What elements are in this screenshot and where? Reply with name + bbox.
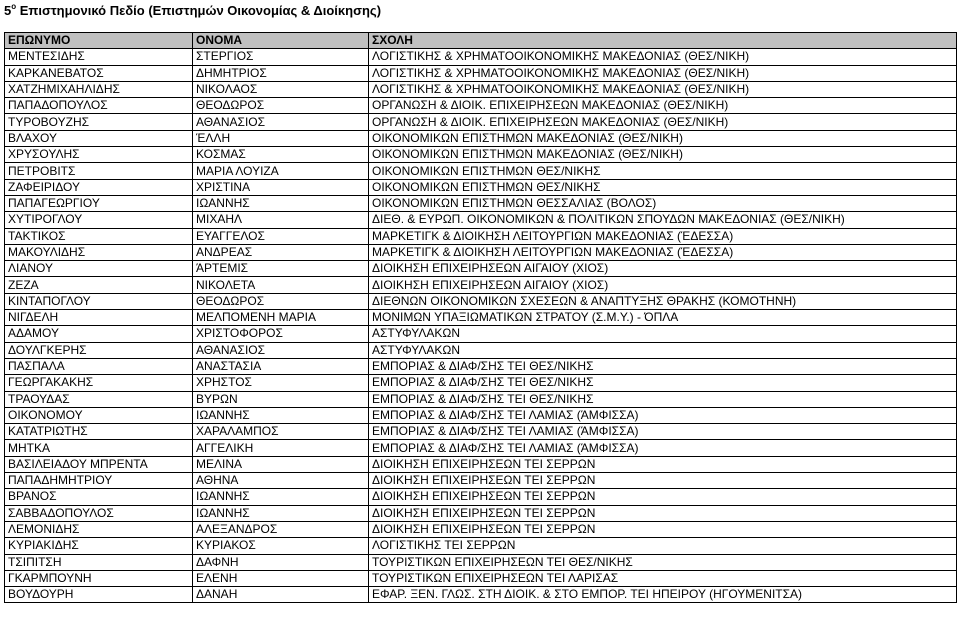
surname-cell: ΠΑΠΑΓΕΩΡΓΙΟΥ — [5, 195, 193, 211]
page-title — [4, 2, 381, 18]
surname-cell: ΜΗΤΚΑ — [5, 440, 193, 456]
school-cell: ΜΟΝΙΜΩΝ ΥΠΑΞΙΩΜΑΤΙΚΩΝ ΣΤΡΑΤΟΥ (Σ.Μ.Υ.) - ΌΠΛΑ — [369, 310, 957, 326]
table-row — [5, 49, 957, 65]
surname-cell: ΜΕΝΤΕΣΙΔΗΣ — [5, 49, 193, 65]
school-cell: ΟΡΓΑΝΩΣΗ & ΔΙΟΙΚ. ΕΠΙΧΕΙΡΗΣΕΩΝ ΜΑΚΕΔΟΝΙΑΣ (ΘΕΣ/ΝΙΚΗ) — [369, 98, 957, 114]
surname-cell: ΧΑΤΖΗΜΙΧΑΗΛΙΔΗΣ — [5, 81, 193, 97]
title-text: Επιστημονικό Πεδίο (Επιστημών Οικονομίας & Διοίκησης) — [16, 3, 382, 18]
surname-cell: ΛΙΑΝΟΥ — [5, 261, 193, 277]
first-name-cell: ΚΟΣΜΑΣ — [193, 147, 369, 163]
table-row — [5, 521, 957, 537]
first-name-cell: ΈΛΛΗ — [193, 130, 369, 146]
first-name-cell: ΆΡΤΕΜΙΣ — [193, 261, 369, 277]
first-name-cell: ΔΑΦΝΗ — [193, 554, 369, 570]
surname-cell: ΠΑΠΑΔΗΜΗΤΡΙΟΥ — [5, 473, 193, 489]
surname-cell: ΤΡΑΟΥΔΑΣ — [5, 391, 193, 407]
surname-cell: ΚΑΡΚΑΝΕΒΑΤΟΣ — [5, 65, 193, 81]
school-cell: ΟΙΚΟΝΟΜΙΚΩΝ ΕΠΙΣΤΗΜΩΝ ΘΕΣΣΑΛΙΑΣ (ΒΟΛΟΣ) — [369, 195, 957, 211]
table-body — [5, 49, 957, 603]
table-row — [5, 407, 957, 423]
school-cell: ΔΙΟΙΚΗΣΗ ΕΠΙΧΕΙΡΗΣΕΩΝ ΤΕΙ ΣΕΡΡΩΝ — [369, 489, 957, 505]
first-name-cell: ΔΑΝΑΗ — [193, 587, 369, 603]
first-name-cell: ΙΩΑΝΝΗΣ — [193, 489, 369, 505]
surname-cell: ΚΥΡΙΑΚΙΔΗΣ — [5, 538, 193, 554]
surname-cell: ΣΑΒΒΑΔΟΠΟΥΛΟΣ — [5, 505, 193, 521]
school-cell: ΔΙΟΙΚΗΣΗ ΕΠΙΧΕΙΡΗΣΕΩΝ ΤΕΙ ΣΕΡΡΩΝ — [369, 521, 957, 537]
table-row — [5, 277, 957, 293]
surname-cell: ΤΥΡΟΒΟΥΖΗΣ — [5, 114, 193, 130]
table-row — [5, 114, 957, 130]
table-row — [5, 554, 957, 570]
table-row — [5, 244, 957, 260]
first-name-cell: ΑΝΑΣΤΑΣΙΑ — [193, 358, 369, 374]
first-name-cell: ΣΤΕΡΓΙΟΣ — [193, 49, 369, 65]
surname-cell: ΒΡΑΝΟΣ — [5, 489, 193, 505]
school-cell: ΤΟΥΡΙΣΤΙΚΩΝ ΕΠΙΧΕΙΡΗΣΕΩΝ ΤΕΙ ΛΑΡΙΣΑΣ — [369, 570, 957, 586]
table-row — [5, 538, 957, 554]
surname-cell: ΧΡΥΣΟΥΛΗΣ — [5, 147, 193, 163]
table-row — [5, 293, 957, 309]
table-row — [5, 326, 957, 342]
first-name-cell: ΙΩΑΝΝΗΣ — [193, 407, 369, 423]
school-cell: ΕΜΠΟΡΙΑΣ & ΔΙΑΦ/ΣΗΣ ΤΕΙ ΘΕΣ/ΝΙΚΗΣ — [369, 391, 957, 407]
surname-cell: ΓΕΩΡΓΑΚΑΚΗΣ — [5, 375, 193, 391]
school-cell: ΔΙΕΘΝΩΝ ΟΙΚΟΝΟΜΙΚΩΝ ΣΧΕΣΕΩΝ & ΑΝΑΠΤΥΞΗΣ ΘΡΑΚΗΣ (ΚΟΜΟΤΗΝΗ) — [369, 293, 957, 309]
first-name-cell: ΑΛΕΞΑΝΔΡΟΣ — [193, 521, 369, 537]
first-name-cell: ΑΓΓΕΛΙΚΗ — [193, 440, 369, 456]
first-name-cell: ΘΕΟΔΩΡΟΣ — [193, 98, 369, 114]
first-name-cell: ΧΡΙΣΤΟΦΟΡΟΣ — [193, 326, 369, 342]
surname-cell: ΠΑΣΠΑΛΑ — [5, 358, 193, 374]
school-cell: ΔΙΟΙΚΗΣΗ ΕΠΙΧΕΙΡΗΣΕΩΝ ΤΕΙ ΣΕΡΡΩΝ — [369, 456, 957, 472]
table-row — [5, 179, 957, 195]
surname-cell: ΠΑΠΑΔΟΠΟΥΛΟΣ — [5, 98, 193, 114]
surname-cell: ΒΛΑΧΟΥ — [5, 130, 193, 146]
first-name-cell: ΔΗΜΗΤΡΙΟΣ — [193, 65, 369, 81]
table-row — [5, 310, 957, 326]
surname-cell: ΛΕΜΟΝΙΔΗΣ — [5, 521, 193, 537]
table-row — [5, 489, 957, 505]
results-table — [4, 32, 957, 603]
school-cell: ΛΟΓΙΣΤΙΚΗΣ & ΧΡΗΜΑΤΟΟΙΚΟΝΟΜΙΚΗΣ ΜΑΚΕΔΟΝΙΑΣ (ΘΕΣ/ΝΙΚΗ) — [369, 65, 957, 81]
table-row — [5, 587, 957, 603]
table-row — [5, 147, 957, 163]
school-cell: ΕΜΠΟΡΙΑΣ & ΔΙΑΦ/ΣΗΣ ΤΕΙ ΘΕΣ/ΝΙΚΗΣ — [369, 375, 957, 391]
school-cell: ΕΜΠΟΡΙΑΣ & ΔΙΑΦ/ΣΗΣ ΤΕΙ ΘΕΣ/ΝΙΚΗΣ — [369, 358, 957, 374]
school-cell: ΔΙΟΙΚΗΣΗ ΕΠΙΧΕΙΡΗΣΕΩΝ ΑΙΓΑΙΟΥ (ΧΙΟΣ) — [369, 261, 957, 277]
school-cell: ΔΙΟΙΚΗΣΗ ΕΠΙΧΕΙΡΗΣΕΩΝ ΤΕΙ ΣΕΡΡΩΝ — [369, 505, 957, 521]
school-cell: ΛΟΓΙΣΤΙΚΗΣ ΤΕΙ ΣΕΡΡΩΝ — [369, 538, 957, 554]
school-cell: ΟΡΓΑΝΩΣΗ & ΔΙΟΙΚ. ΕΠΙΧΕΙΡΗΣΕΩΝ ΜΑΚΕΔΟΝΙΑΣ (ΘΕΣ/ΝΙΚΗ) — [369, 114, 957, 130]
table-row — [5, 505, 957, 521]
table-row — [5, 65, 957, 81]
table-row — [5, 456, 957, 472]
school-cell: ΛΟΓΙΣΤΙΚΗΣ & ΧΡΗΜΑΤΟΟΙΚΟΝΟΜΙΚΗΣ ΜΑΚΕΔΟΝΙΑΣ (ΘΕΣ/ΝΙΚΗ) — [369, 81, 957, 97]
first-name-cell: ΜΕΛΠΟΜΕΝΗ ΜΑΡΙΑ — [193, 310, 369, 326]
title-number: 5 — [4, 3, 12, 18]
table-row — [5, 228, 957, 244]
first-name-cell: ΜΑΡΙΑ ΛΟΥΙΖΑ — [193, 163, 369, 179]
school-cell: ΤΟΥΡΙΣΤΙΚΩΝ ΕΠΙΧΕΙΡΗΣΕΩΝ ΤΕΙ ΘΕΣ/ΝΙΚΗΣ — [369, 554, 957, 570]
header-first-name: ΟΝΟΜΑ — [193, 33, 369, 49]
surname-cell: ΒΑΣΙΛΕΙΑΔΟΥ ΜΠΡΕΝΤΑ — [5, 456, 193, 472]
title-superscript: ο — [11, 2, 17, 11]
surname-cell: ΤΑΚΤΙΚΟΣ — [5, 228, 193, 244]
table-row — [5, 261, 957, 277]
table-row — [5, 195, 957, 211]
header-surname: ΕΠΩΝΥΜΟ — [5, 33, 193, 49]
first-name-cell: ΧΡΗΣΤΟΣ — [193, 375, 369, 391]
first-name-cell: ΝΙΚΟΛΑΟΣ — [193, 81, 369, 97]
surname-cell: ΧΥΤΙΡΟΓΛΟΥ — [5, 212, 193, 228]
first-name-cell: ΙΩΑΝΝΗΣ — [193, 195, 369, 211]
school-cell: ΕΜΠΟΡΙΑΣ & ΔΙΑΦ/ΣΗΣ ΤΕΙ ΛΑΜΙΑΣ (ΆΜΦΙΣΣΑ) — [369, 424, 957, 440]
surname-cell: ΤΣΙΠΙΤΣΗ — [5, 554, 193, 570]
table-row — [5, 163, 957, 179]
table-row — [5, 570, 957, 586]
school-cell: ΕΜΠΟΡΙΑΣ & ΔΙΑΦ/ΣΗΣ ΤΕΙ ΛΑΜΙΑΣ (ΆΜΦΙΣΣΑ) — [369, 407, 957, 423]
school-cell: ΑΣΤΥΦΥΛΑΚΩΝ — [369, 326, 957, 342]
table-row — [5, 358, 957, 374]
school-cell: ΔΙΟΙΚΗΣΗ ΕΠΙΧΕΙΡΗΣΕΩΝ ΑΙΓΑΙΟΥ (ΧΙΟΣ) — [369, 277, 957, 293]
first-name-cell: ΑΘΑΝΑΣΙΟΣ — [193, 114, 369, 130]
table-row — [5, 81, 957, 97]
first-name-cell: ΝΙΚΟΛΕΤΑ — [193, 277, 369, 293]
school-cell: ΟΙΚΟΝΟΜΙΚΩΝ ΕΠΙΣΤΗΜΩΝ ΜΑΚΕΔΟΝΙΑΣ (ΘΕΣ/ΝΙΚΗ) — [369, 130, 957, 146]
surname-cell: ΝΙΓΔΕΛΗ — [5, 310, 193, 326]
surname-cell: ΜΑΚΟΥΛΙΔΗΣ — [5, 244, 193, 260]
table-row — [5, 212, 957, 228]
school-cell: ΟΙΚΟΝΟΜΙΚΩΝ ΕΠΙΣΤΗΜΩΝ ΘΕΣ/ΝΙΚΗΣ — [369, 163, 957, 179]
first-name-cell: ΑΘΗΝΑ — [193, 473, 369, 489]
first-name-cell: ΕΥΑΓΓΕΛΟΣ — [193, 228, 369, 244]
school-cell: ΜΑΡΚΕΤΙΓΚ & ΔΙΟΙΚΗΣΗ ΛΕΙΤΟΥΡΓΙΩΝ ΜΑΚΕΔΟΝΙΑΣ (ΈΔΕΣΣΑ) — [369, 244, 957, 260]
first-name-cell: ΚΥΡΙΑΚΟΣ — [193, 538, 369, 554]
table-row — [5, 473, 957, 489]
school-cell: ΔΙΟΙΚΗΣΗ ΕΠΙΧΕΙΡΗΣΕΩΝ ΤΕΙ ΣΕΡΡΩΝ — [369, 473, 957, 489]
first-name-cell: ΜΕΛΙΝΑ — [193, 456, 369, 472]
surname-cell: ΓΚΑΡΜΠΟΥΝΗ — [5, 570, 193, 586]
table-row — [5, 391, 957, 407]
first-name-cell: ΜΙΧΑΗΛ — [193, 212, 369, 228]
school-cell: ΜΑΡΚΕΤΙΓΚ & ΔΙΟΙΚΗΣΗ ΛΕΙΤΟΥΡΓΙΩΝ ΜΑΚΕΔΟΝΙΑΣ (ΈΔΕΣΣΑ) — [369, 228, 957, 244]
school-cell: ΟΙΚΟΝΟΜΙΚΩΝ ΕΠΙΣΤΗΜΩΝ ΘΕΣ/ΝΙΚΗΣ — [369, 179, 957, 195]
table-row — [5, 375, 957, 391]
table-row — [5, 424, 957, 440]
school-cell: ΑΣΤΥΦΥΛΑΚΩΝ — [369, 342, 957, 358]
school-cell: ΕΜΠΟΡΙΑΣ & ΔΙΑΦ/ΣΗΣ ΤΕΙ ΛΑΜΙΑΣ (ΆΜΦΙΣΣΑ) — [369, 440, 957, 456]
table-row — [5, 342, 957, 358]
surname-cell: ΚΙΝΤΑΠΟΓΛΟΥ — [5, 293, 193, 309]
school-cell: ΕΦΑΡ. ΞΕΝ. ΓΛΩΣ. ΣΤΗ ΔΙΟΙΚ. & ΣΤΟ ΕΜΠΟΡ. ΤΕΙ ΗΠΕΙΡΟΥ (ΗΓΟΥΜΕΝΙΤΣΑ) — [369, 587, 957, 603]
surname-cell: ΒΟΥΔΟΥΡΗ — [5, 587, 193, 603]
school-cell: ΔΙΕΘ. & ΕΥΡΩΠ. ΟΙΚΟΝΟΜΙΚΩΝ & ΠΟΛΙΤΙΚΩΝ ΣΠΟΥΔΩΝ ΜΑΚΕΔΟΝΙΑΣ (ΘΕΣ/ΝΙΚΗ) — [369, 212, 957, 228]
school-cell: ΟΙΚΟΝΟΜΙΚΩΝ ΕΠΙΣΤΗΜΩΝ ΜΑΚΕΔΟΝΙΑΣ (ΘΕΣ/ΝΙΚΗ) — [369, 147, 957, 163]
surname-cell: ΟΙΚΟΝΟΜΟΥ — [5, 407, 193, 423]
table-row — [5, 130, 957, 146]
surname-cell: ΑΔΑΜΟΥ — [5, 326, 193, 342]
surname-cell: ΖΕΖΑ — [5, 277, 193, 293]
surname-cell: ΠΕΤΡΟΒΙΤΣ — [5, 163, 193, 179]
surname-cell: ΔΟΥΛΓΚΕΡΗΣ — [5, 342, 193, 358]
table-row — [5, 440, 957, 456]
first-name-cell: ΧΑΡΑΛΑΜΠΟΣ — [193, 424, 369, 440]
first-name-cell: ΕΛΕΝΗ — [193, 570, 369, 586]
first-name-cell: ΑΝΔΡΕΑΣ — [193, 244, 369, 260]
first-name-cell: ΙΩΑΝΝΗΣ — [193, 505, 369, 521]
header-school: ΣΧΟΛΗ — [369, 33, 957, 49]
surname-cell: ΖΑΦΕΙΡΙΔΟΥ — [5, 179, 193, 195]
surname-cell: ΚΑΤΑΤΡΙΩΤΗΣ — [5, 424, 193, 440]
first-name-cell: ΑΘΑΝΑΣΙΟΣ — [193, 342, 369, 358]
table-row — [5, 98, 957, 114]
first-name-cell: ΧΡΙΣΤΙΝΑ — [193, 179, 369, 195]
first-name-cell: ΒΥΡΩΝ — [193, 391, 369, 407]
table-header-row — [5, 33, 957, 49]
first-name-cell: ΘΕΟΔΩΡΟΣ — [193, 293, 369, 309]
school-cell: ΛΟΓΙΣΤΙΚΗΣ & ΧΡΗΜΑΤΟΟΙΚΟΝΟΜΙΚΗΣ ΜΑΚΕΔΟΝΙΑΣ (ΘΕΣ/ΝΙΚΗ) — [369, 49, 957, 65]
